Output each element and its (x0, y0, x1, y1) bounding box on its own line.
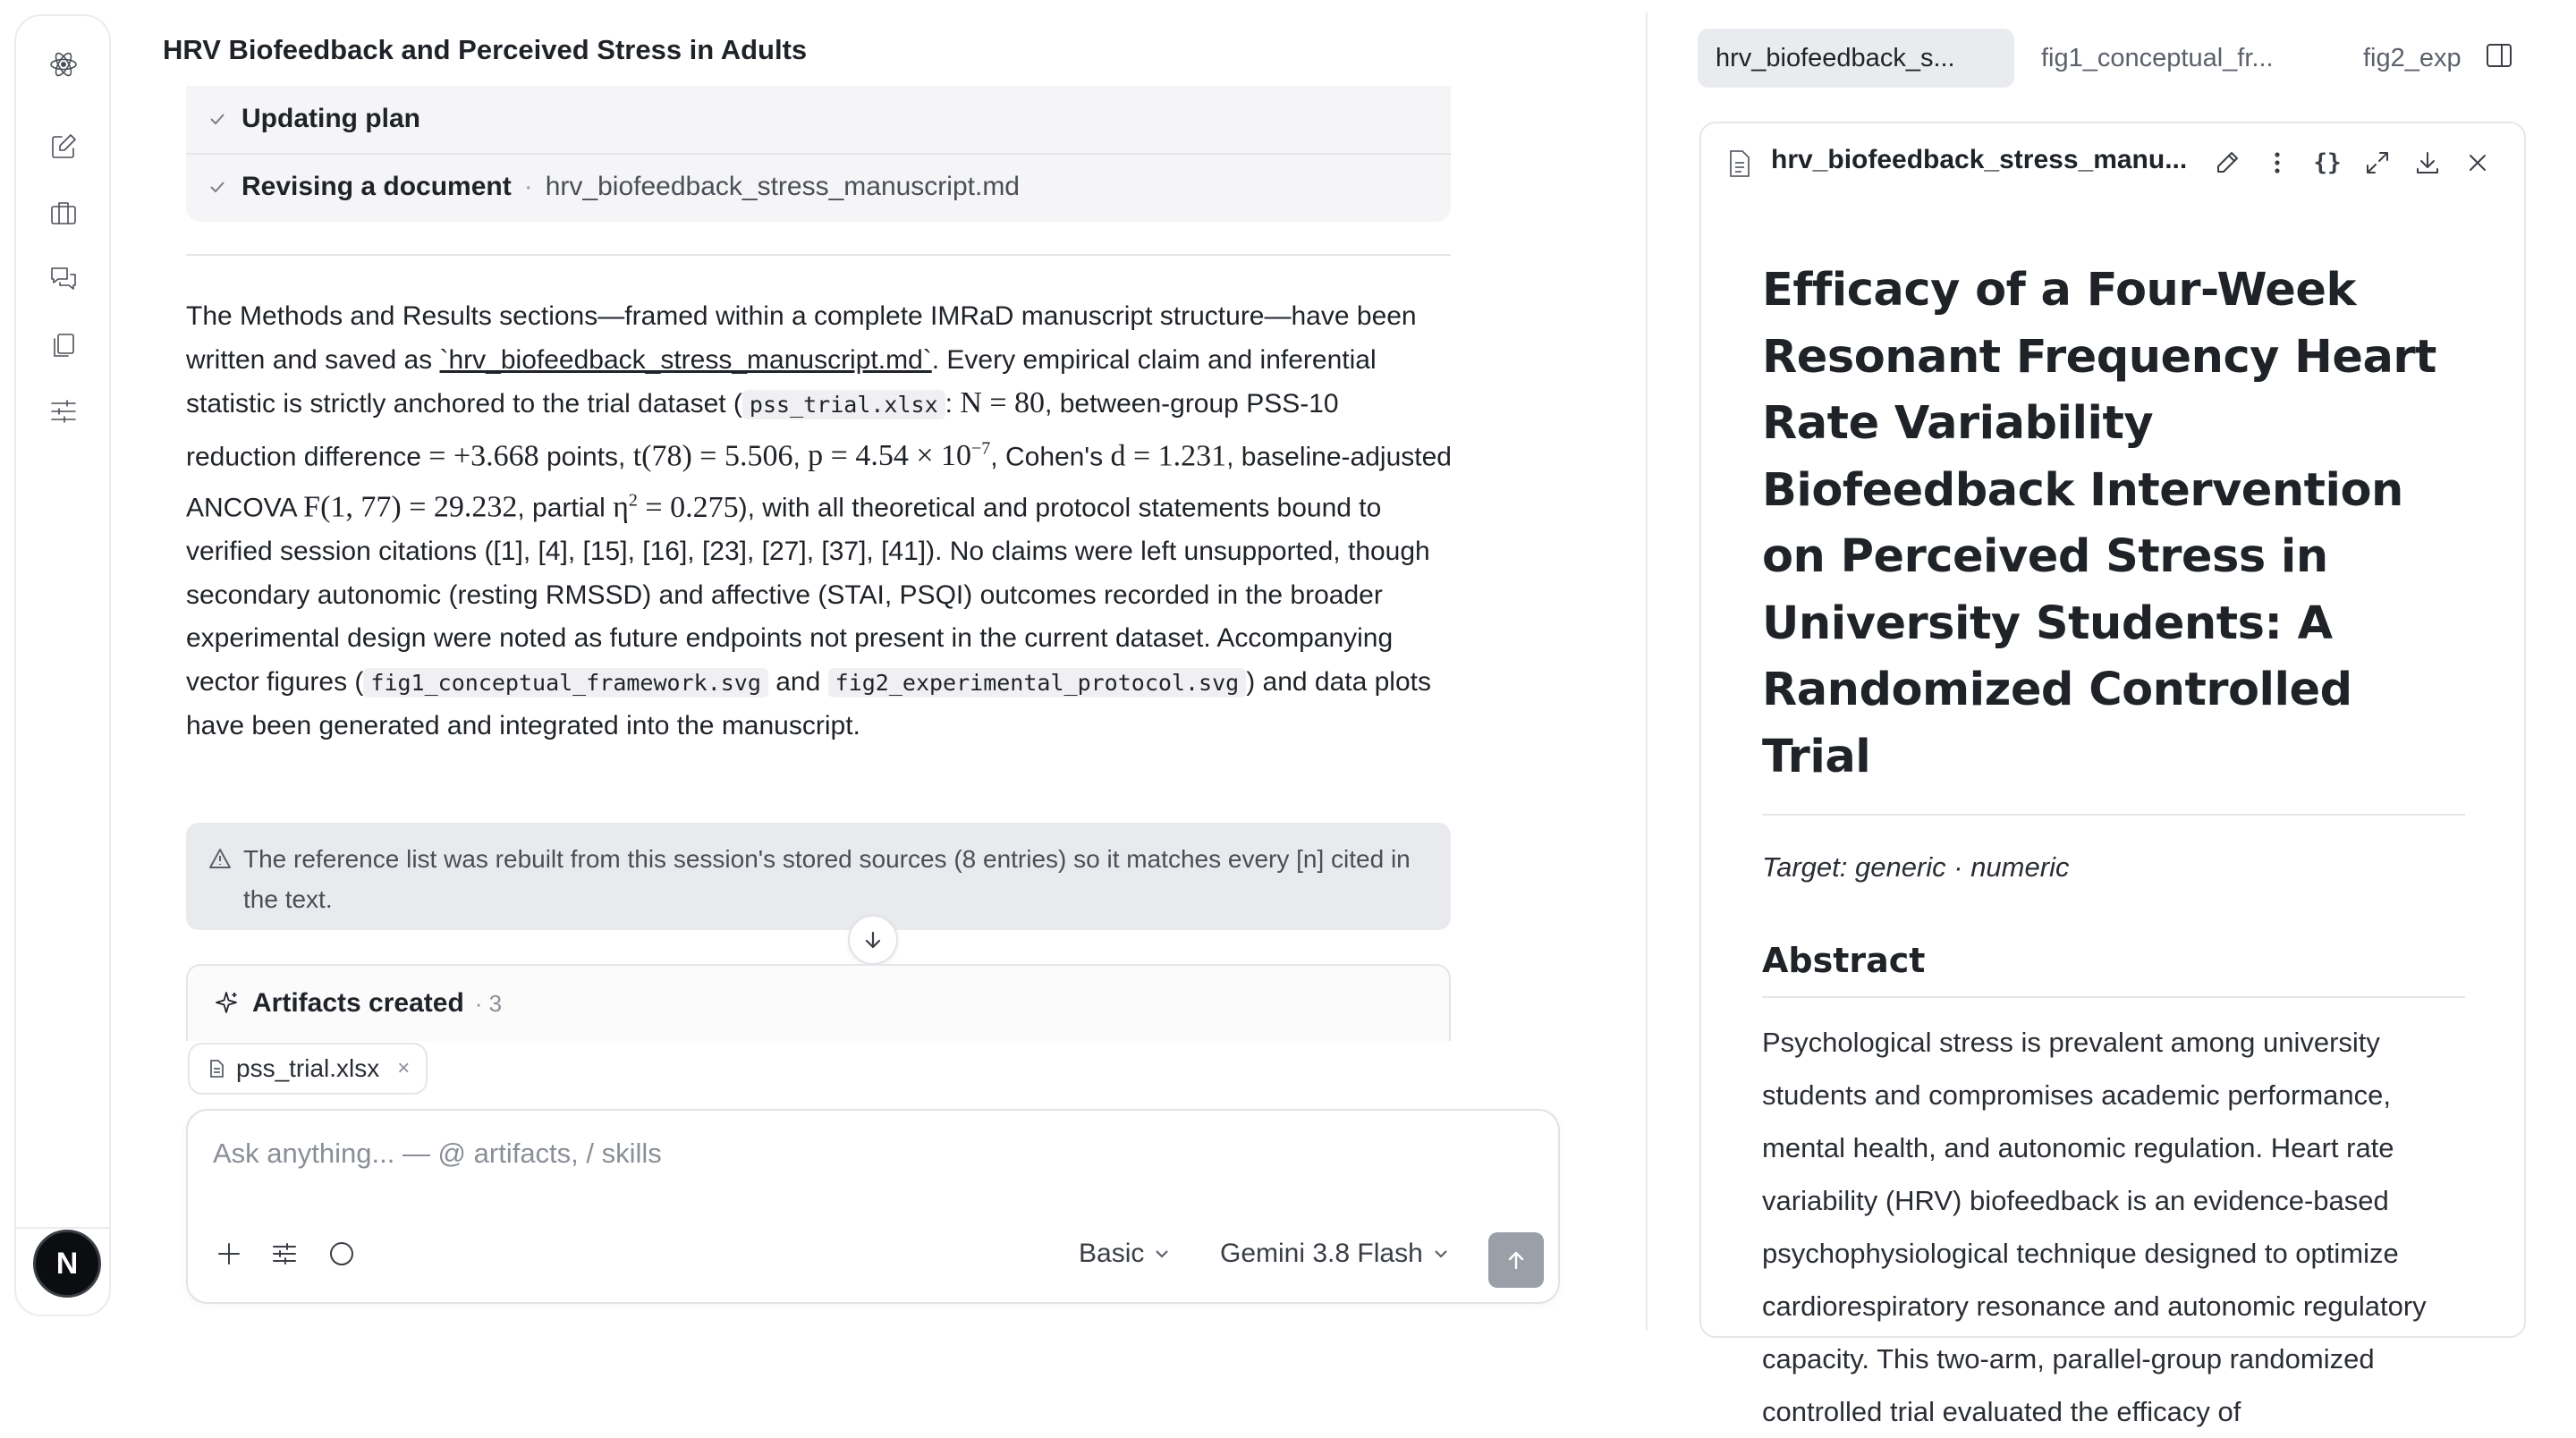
arrow-up-icon (1504, 1248, 1529, 1273)
math-difference: = +3.668 (428, 438, 539, 472)
math-n: N = 80 (960, 386, 1046, 419)
math-p-exponent: −7 (971, 438, 991, 459)
document-header (1701, 123, 2524, 200)
abstract-divider (1762, 996, 2465, 998)
circle-icon (326, 1239, 357, 1269)
tab-label: hrv_biofeedback_s... (1716, 43, 1955, 72)
tab-manuscript[interactable] (1698, 29, 2014, 88)
document-body (1762, 258, 2465, 1438)
briefcase-icon[interactable] (40, 190, 87, 236)
tab-fig1[interactable] (2023, 29, 2327, 88)
message-text: ), with all theoretical and protocol statements bound to verified session citations ([1], [4], [15], [16], [23], [27], [37], [41]). No claims were left unsupported, though secondary autonomic (resting RMSSD) and affective (STAI, PSQI) outcomes recorded in the broader experimental design were noted as future endpoints not present in the current dataset. Accompanying vector figures ( (186, 493, 1430, 697)
close-icon[interactable] (2460, 145, 2496, 181)
assistant-message (186, 295, 1456, 749)
step-updating-plan[interactable] (206, 86, 420, 152)
document-target: Target: generic · numeric (1762, 851, 2070, 883)
message-text: , partial (517, 493, 614, 523)
abstract-heading: Abstract (1762, 941, 1926, 980)
message-text: , (792, 441, 809, 471)
left-rail (14, 14, 111, 1316)
artifacts-count: · 3 (474, 989, 503, 1017)
message-text: , Cohen's (990, 441, 1111, 471)
document-icon (1726, 148, 1753, 183)
math-eta (613, 491, 738, 524)
message-text: The Methods and Results sections—framed within a complete IMRaD manuscript structure—have been written and saved as (186, 301, 1417, 375)
sparkle-icon (213, 990, 240, 1017)
fig2-file-code: fig2_experimental_protocol.svg (828, 668, 1247, 698)
attachment-chip[interactable] (188, 1043, 428, 1095)
remove-attachment-button[interactable]: × (397, 1056, 411, 1080)
atom-logo-icon[interactable] (40, 41, 87, 88)
math-p-value (808, 439, 990, 472)
steps-divider (186, 254, 1451, 256)
manuscript-link[interactable]: `hrv_biofeedback_stress_manuscript.md` (439, 344, 932, 375)
edit-icon[interactable] (2209, 145, 2245, 181)
math-eta-symbol: η (613, 490, 629, 524)
new-chat-icon[interactable] (40, 123, 87, 170)
model-value: Gemini 3.8 Flash (1220, 1239, 1423, 1268)
more-options-icon[interactable] (2259, 145, 2295, 181)
model-select[interactable] (1220, 1236, 1450, 1272)
message-text: : (945, 389, 961, 419)
sliders-icon (269, 1239, 300, 1269)
chat-title: HRV Biofeedback and Perceived Stress in Adults (163, 34, 808, 65)
plus-icon (214, 1239, 244, 1269)
title-divider (1762, 814, 2465, 816)
expand-icon[interactable] (2360, 145, 2395, 181)
arrow-down-icon (861, 928, 885, 952)
fig1-file-code: fig1_conceptual_framework.svg (363, 668, 768, 698)
document-file-name: hrv_biofeedback_stress_manu... (1771, 145, 2188, 174)
copy-icon[interactable] (40, 322, 87, 368)
math-cohens-d: d = 1.231 (1110, 438, 1227, 472)
step-label: Revising a document (242, 172, 512, 201)
user-avatar[interactable]: N (33, 1230, 101, 1298)
send-button[interactable] (1488, 1232, 1544, 1288)
step-label: Updating plan (242, 104, 420, 133)
artifacts-title: Artifacts created (252, 988, 464, 1018)
message-text: and (767, 666, 828, 697)
progress-steps (186, 86, 1451, 222)
message-text: ) and data plots have been generated and integrated into the manuscript. (186, 666, 1431, 741)
notice-text: The reference list was rebuilt from this session's stored sources (8 entries) so it matches every [n] cited in the text. (243, 845, 1411, 913)
tools-button[interactable] (267, 1236, 302, 1272)
chats-icon[interactable] (40, 256, 87, 302)
math-t-stat: t(78) = 5.506 (632, 438, 793, 472)
status-button[interactable] (324, 1236, 360, 1272)
artifacts-panel[interactable] (186, 964, 1451, 1041)
step-file: hrv_biofeedback_stress_manuscript.md (545, 172, 1020, 201)
chat-input[interactable] (213, 1138, 1286, 1170)
chevron-down-icon (1153, 1245, 1171, 1263)
mode-select[interactable] (1079, 1236, 1171, 1272)
message-text: , between-group PSS-10 reduction difference (186, 389, 1339, 471)
warning-icon (208, 842, 233, 867)
message-text: . Every empirical claim and inferential statistic is strictly anchored to the trial dataset ( (186, 344, 1377, 419)
math-f-stat: F(1, 77) = 29.232 (303, 490, 518, 524)
panel-toggle-icon[interactable] (2483, 39, 2519, 75)
scroll-down-button[interactable] (848, 915, 898, 965)
tab-label: fig2_exp (2363, 43, 2462, 72)
pane-divider[interactable] (1646, 13, 1648, 1331)
message-composer (186, 1109, 1560, 1304)
math-p-base: p = 4.54 × 10 (808, 438, 972, 472)
attachment-name: pss_trial.xlsx (236, 1054, 380, 1082)
document-title: Efficacy of a Four-Week Resonant Frequency Heart Rate Variability Biofeedback Intervention on Perceived Stress in University Students: A Randomized Controlled Trial (1762, 264, 2436, 783)
tab-fig2[interactable] (2345, 29, 2472, 88)
file-icon (206, 1058, 227, 1079)
check-icon (206, 107, 229, 131)
download-icon[interactable] (2410, 145, 2445, 181)
math-eta-exponent: 2 (628, 490, 638, 511)
chevron-down-icon (1432, 1245, 1450, 1263)
mode-value: Basic (1079, 1239, 1145, 1268)
message-text: points, (538, 441, 633, 471)
abstract-text: Psychological stress is prevalent among university students and compromises academic performance, mental health, and autonomic regulation. Heart rate variability (HRV) biofeedback is an evidence-based psychophysiological technique designed to optimize cardiorespiratory resonance and autonomic regulatory capacity. This two-arm, parallel-group randomized controlled trial evaluated the efficacy of (1762, 1027, 2427, 1427)
document-viewer (1699, 122, 2526, 1427)
check-icon (206, 175, 229, 199)
math-eta-value: = 0.275 (637, 490, 739, 524)
tab-label: fig1_conceptual_fr... (2041, 43, 2274, 72)
code-view-icon[interactable]: {} (2313, 149, 2342, 176)
step-revising-document[interactable] (206, 154, 1020, 220)
dataset-file-code: pss_trial.xlsx (742, 390, 945, 419)
add-button[interactable] (211, 1236, 247, 1272)
reference-notice (186, 823, 1451, 930)
message-text: , baseline-adjusted ANCOVA (186, 441, 1452, 523)
step-separator: · (523, 172, 533, 201)
sliders-icon[interactable] (40, 388, 87, 435)
rail-divider (16, 1227, 109, 1229)
